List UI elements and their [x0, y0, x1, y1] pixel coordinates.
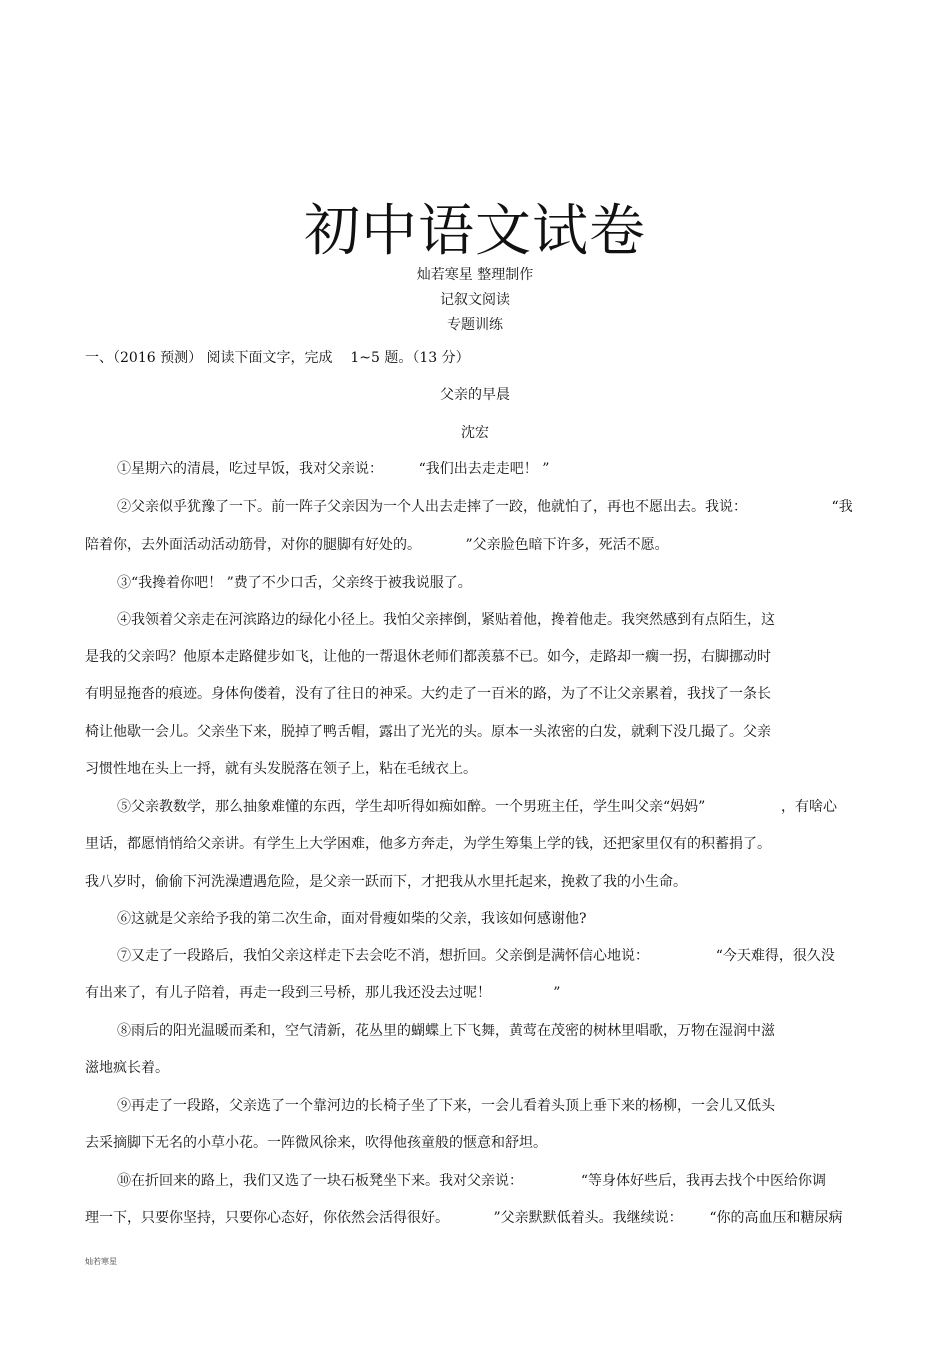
- topic-line: 专题训练: [447, 317, 503, 333]
- exam-title: 初中语文试卷: [304, 199, 646, 264]
- paragraph-line: 习惯性地在头上一捋，就有头发脱落在领子上，粘在毛绒衣上。: [85, 761, 477, 777]
- paragraph-line: 理一下，只要你坚持，只要你心态好，你依然会活得很好。 ”父亲默默低着头。我继续说： “你的高血压和糖尿病: [85, 1210, 843, 1226]
- article-title: 父亲的早晨: [440, 387, 510, 403]
- paragraph-line: 里话，都愿悄悄给父亲讲。有学生上大学困难，他多方奔走，为学生筹集上学的钱，还把家里仅有的积蓄捐了。: [85, 836, 771, 852]
- paragraph-line: 椅让他歇一会儿。父亲坐下来，脱掉了鸭舌帽，露出了光光的头。原本一头浓密的白发，就剩下没几撮了。父亲: [85, 724, 771, 740]
- author-line: 灿若寒星 整理制作: [416, 267, 534, 283]
- paragraph-line: 有明显拖沓的痕迹。身体佝偻着，没有了往日的神采。大约走了一百米的路，为了不让父亲累着，我找了一条长: [85, 686, 771, 702]
- paragraph-line: ④我领着父亲走在河滨路边的绿化小径上。我怕父亲摔倒，紧贴着他，搀着他走。我突然感到有点陌生，这: [117, 612, 775, 628]
- paragraph-line: 有出来了，有儿子陪着，再走一段到三号桥，那儿我还没去过呢！ ”: [85, 985, 561, 1001]
- subject-line: 记叙文阅读: [440, 292, 510, 308]
- paragraph-line: ①星期六的清晨，吃过早饭，我对父亲说： “我们出去走走吧！ ”: [117, 461, 550, 477]
- paragraph-line: 是我的父亲吗？他原本走路健步如飞，让他的一帮退休老师们都羡慕不已。如今，走路却一瘸一拐，右脚挪动时: [85, 649, 771, 665]
- page-footer: 灿若寒星: [85, 1257, 117, 1266]
- paragraph-line: ⑧雨后的阳光温暖而柔和，空气清新，花丛里的蝴蝶上下飞舞，黄莺在茂密的树林里唱歌，万物在湿润中滋: [117, 1023, 775, 1039]
- paragraph-line: ②父亲似乎犹豫了一下。前一阵子父亲因为一个人出去走摔了一跤，他就怕了，再也不愿出去。我说： “我: [117, 499, 853, 515]
- article-author: 沈宏: [461, 425, 489, 441]
- question-instruction: 一、（2016 预测） 阅读下面文字，完成 1~5 题。（13 分）: [85, 350, 470, 366]
- paragraph-line: 滋地疯长着。: [85, 1060, 169, 1076]
- paragraph-line: ⑤父亲教数学，那么抽象难懂的东西，学生却听得如痴如醉。一个男班主任，学生叫父亲“妈妈” ，有啥心: [117, 799, 837, 815]
- paragraph-line: 去采摘脚下无名的小草小花。一阵微风徐来，吹得他孩童般的惬意和舒坦。: [85, 1135, 547, 1151]
- paragraph-line: ⑨再走了一段路，父亲选了一个靠河边的长椅子坐了下来，一会儿看着头顶上垂下来的杨柳，一会儿又低头: [117, 1098, 775, 1114]
- paragraph-line: ⑥这就是父亲给予我的第二次生命，面对骨瘦如柴的父亲，我该如何感谢他?: [117, 911, 587, 927]
- paragraph-line: ⑦又走了一段路后，我怕父亲这样走下去会吃不消，想折回。父亲倒是满怀信心地说： “今天难得，很久没: [117, 948, 835, 964]
- paragraph-line: ③“我搀着你吧！ ”费了不少口舌，父亲终于被我说服了。: [117, 575, 472, 591]
- paragraph-line: ⑩在折回来的路上，我们又选了一块石板凳坐下来。我对父亲说： “等身体好些后，我再去找个中医给你调: [117, 1173, 827, 1189]
- paragraph-line: 陪着你，去外面活动活动筋骨，对你的腿脚有好处的。 ”父亲脸色暗下许多，死活不愿。: [85, 537, 669, 553]
- paragraph-line: 我八岁时，偷偷下河洗澡遭遇危险，是父亲一跃而下，才把我从水里托起来，挽救了我的小生命。: [85, 874, 687, 890]
